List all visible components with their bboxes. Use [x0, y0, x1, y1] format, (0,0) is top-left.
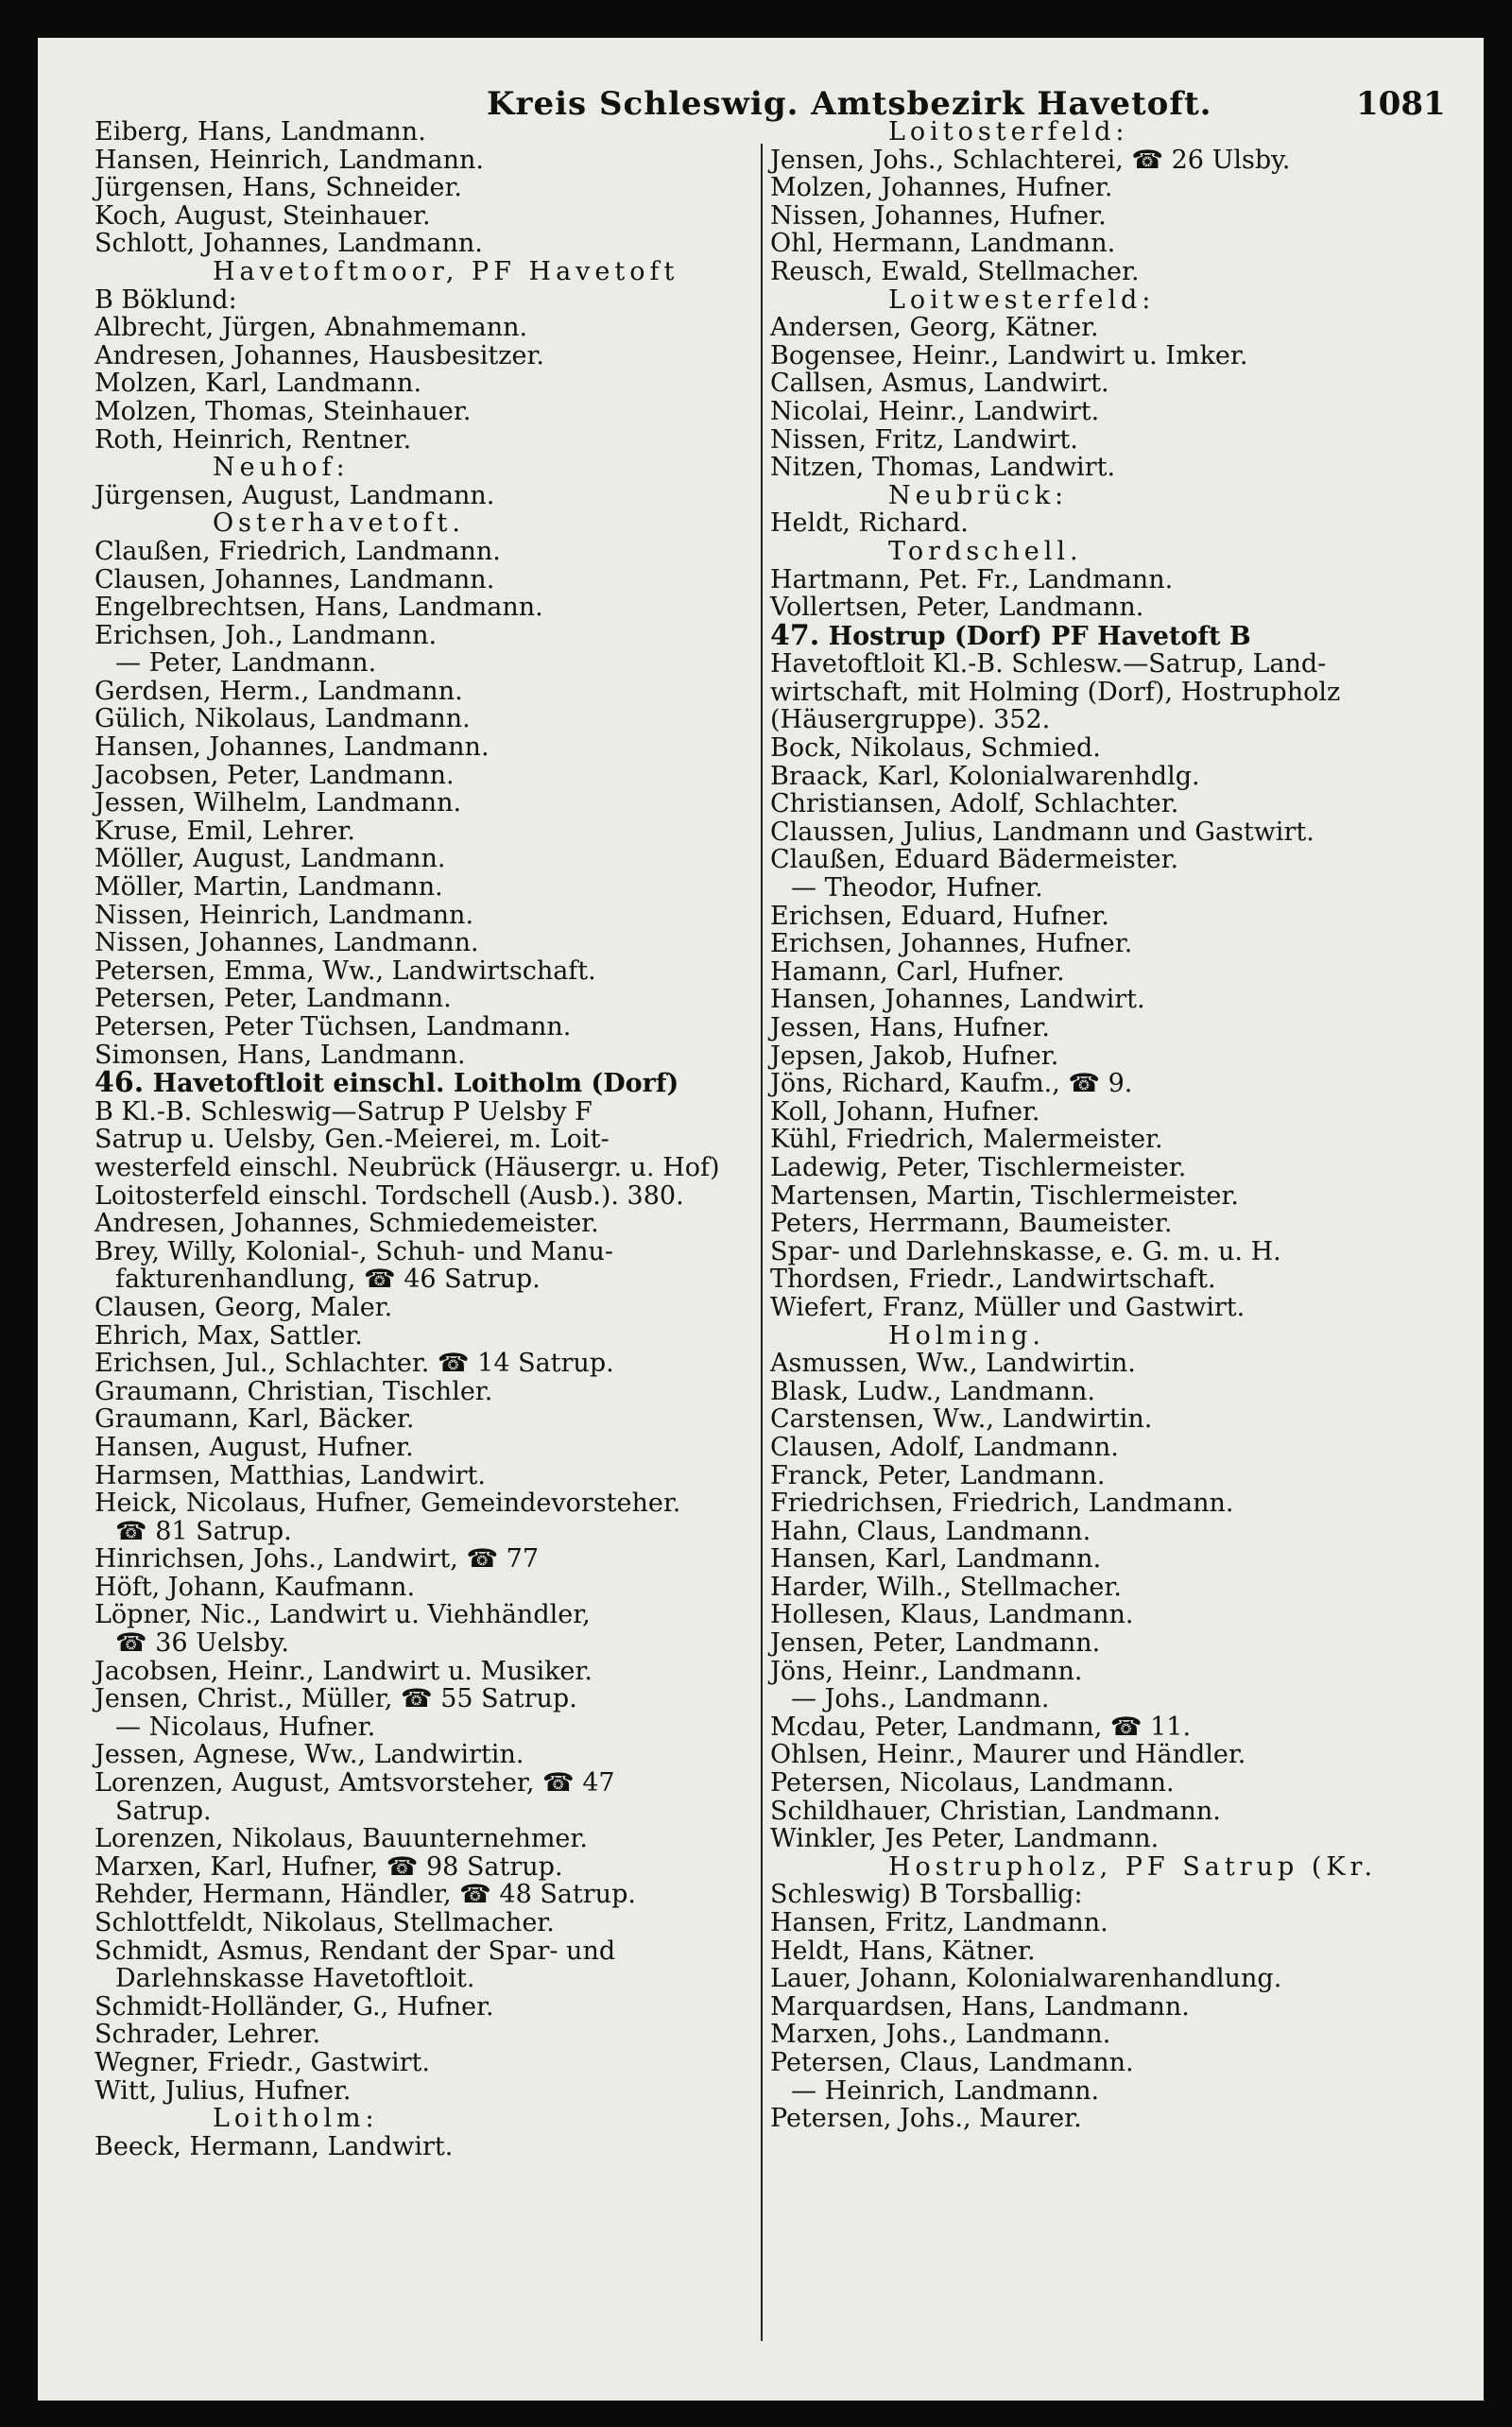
- directory-line: Wiefert, Franz, Müller und Gastwirt.: [770, 1292, 1246, 1322]
- directory-line: Nitzen, Thomas, Landwirt.: [770, 453, 1116, 483]
- directory-line: Hollesen, Klaus, Landmann.: [770, 1600, 1134, 1630]
- directory-line: Hartmann, Pet. Fr., Landmann.: [770, 564, 1174, 594]
- directory-line: Martensen, Martin, Tischlermeister.: [770, 1180, 1239, 1211]
- directory-line: Jürgensen, Hans, Schneider.: [94, 173, 463, 203]
- directory-line: Brey, Willy, Kolonial-, Schuh- und Manu-: [94, 1236, 613, 1266]
- directory-line: Franck, Peter, Landmann.: [770, 1460, 1106, 1490]
- directory-line: Schlott, Johannes, Landmann.: [94, 229, 483, 259]
- directory-line: — Heinrich, Landmann.: [791, 2075, 1100, 2106]
- directory-line: Carstensen, Ww., Landwirtin.: [770, 1404, 1153, 1435]
- running-title: Kreis Schleswig. Amtsbezirk Havetoft.: [487, 85, 1212, 123]
- section-number: 47.: [770, 618, 820, 652]
- directory-line: wirtschaft, mit Holming (Dorf), Hostrupholz: [770, 677, 1341, 707]
- directory-line: Schlottfeldt, Nikolaus, Stellmacher.: [94, 1908, 555, 1937]
- directory-line: Jacobsen, Heinr., Landwirt u. Musiker.: [94, 1656, 593, 1686]
- locality-heading: Hostrupholz, PF Satrup (Kr.: [888, 1851, 1378, 1882]
- directory-line: Jacobsen, Peter, Landmann.: [94, 760, 455, 790]
- directory-line: Molzen, Thomas, Steinhauer.: [94, 396, 472, 426]
- directory-line: Roth, Heinrich, Rentner.: [94, 424, 412, 455]
- directory-line: Nissen, Fritz, Landwirt.: [770, 424, 1078, 455]
- directory-line: B Böklund:: [94, 284, 237, 315]
- directory-line: Marxen, Karl, Hufner, ☎ 98 Satrup.: [94, 1851, 563, 1882]
- directory-line: Hamann, Carl, Hufner.: [770, 956, 1065, 987]
- section-heading: [94, 1066, 756, 1100]
- locality-heading: Loitwesterfeld:: [888, 284, 1156, 315]
- directory-line: Jürgensen, August, Landmann.: [94, 480, 495, 510]
- directory-line: Graumann, Karl, Bäcker.: [94, 1404, 415, 1435]
- directory-line: Clausen, Johannes, Landmann.: [94, 564, 495, 594]
- directory-line: Petersen, Johs., Maurer.: [770, 2104, 1082, 2134]
- directory-line: Lauer, Johann, Kolonialwarenhandlung.: [770, 1964, 1282, 1994]
- directory-line: ☎ 81 Satrup.: [115, 1516, 292, 1546]
- directory-line: Heick, Nicolaus, Hufner, Gemeindevorsteher.: [94, 1489, 681, 1519]
- directory-line: Claussen, Julius, Landmann und Gastwirt.: [770, 817, 1314, 847]
- directory-line: Marxen, Johs., Landmann.: [770, 2020, 1111, 2050]
- directory-line: Havetoftloit Kl.-B. Schlesw.—Satrup, Land-: [770, 649, 1327, 680]
- directory-line: Hansen, August, Hufner.: [94, 1432, 414, 1462]
- directory-line: (Häusergruppe). 352.: [770, 705, 1051, 735]
- directory-line: Andersen, Georg, Kätner.: [770, 313, 1099, 343]
- directory-line: Vollertsen, Peter, Landmann.: [770, 593, 1144, 623]
- directory-line: Petersen, Emma, Ww., Landwirtschaft.: [94, 955, 596, 986]
- directory-line: Hansen, Karl, Landmann.: [770, 1544, 1102, 1575]
- locality-heading: Neuhof:: [213, 453, 350, 483]
- directory-line: Molzen, Johannes, Hufner.: [770, 173, 1113, 203]
- directory-line: Kühl, Friedrich, Malermeister.: [770, 1125, 1163, 1155]
- directory-line: Kruse, Emil, Lehrer.: [94, 816, 355, 846]
- locality-heading: Neubrück:: [888, 480, 1069, 510]
- directory-line: Hansen, Johannes, Landwirt.: [770, 985, 1145, 1015]
- directory-line: Clausen, Georg, Maler.: [94, 1292, 393, 1322]
- directory-line: — Theodor, Hufner.: [791, 873, 1043, 904]
- directory-line: Winkler, Jes Peter, Landmann.: [770, 1824, 1160, 1854]
- directory-line: Callsen, Asmus, Landwirt.: [770, 369, 1109, 399]
- directory-line: Jessen, Hans, Hufner.: [770, 1013, 1050, 1042]
- directory-line: Claußen, Eduard Bädermeister.: [770, 845, 1179, 875]
- section-number: 46.: [94, 1066, 145, 1100]
- locality-heading: Holming.: [888, 1320, 1045, 1351]
- directory-line: Friedrichsen, Friedrich, Landmann.: [770, 1489, 1234, 1519]
- directory-line: Jensen, Johs., Schlachterei, ☎ 26 Ulsby.: [770, 145, 1291, 175]
- directory-line: Jensen, Peter, Landmann.: [770, 1628, 1101, 1659]
- directory-line: Nissen, Johannes, Landmann.: [94, 928, 479, 958]
- directory-line: Andresen, Johannes, Hausbesitzer.: [94, 340, 545, 370]
- directory-line: Spar- und Darlehnskasse, e. G. m. u. H.: [770, 1236, 1281, 1266]
- directory-line: Heldt, Richard.: [770, 508, 969, 539]
- directory-line: Schmidt, Asmus, Rendant der Spar- und: [94, 1936, 616, 1966]
- directory-line: Satrup.: [115, 1796, 212, 1826]
- section-heading: [770, 618, 1422, 652]
- directory-line: Erichsen, Jul., Schlachter. ☎ 14 Satrup.: [94, 1349, 614, 1379]
- directory-line: Gerdsen, Herm., Landmann.: [94, 676, 463, 706]
- directory-line: Bock, Nikolaus, Schmied.: [770, 733, 1101, 764]
- directory-line: Erichsen, Eduard, Hufner.: [770, 901, 1109, 931]
- directory-line: Engelbrechtsen, Hans, Landmann.: [94, 593, 543, 623]
- directory-line: B Kl.-B. Schleswig—Satrup P Uelsby F: [94, 1096, 593, 1127]
- directory-line: Koch, August, Steinhauer.: [94, 200, 431, 231]
- directory-line: Clausen, Adolf, Landmann.: [770, 1432, 1119, 1462]
- section-title: Havetoftloit einschl. Loitholm (Dorf): [144, 1069, 679, 1099]
- directory-line: Blask, Ludw., Landmann.: [770, 1376, 1095, 1406]
- directory-line: — Johs., Landmann.: [791, 1684, 1050, 1714]
- directory-line: Nissen, Johannes, Hufner.: [770, 200, 1107, 231]
- directory-line: Erichsen, Johannes, Hufner.: [770, 929, 1133, 959]
- directory-line: Braack, Karl, Kolonialwarenhdlg.: [770, 761, 1200, 791]
- directory-line: Erichsen, Joh., Landmann.: [94, 620, 438, 650]
- page-number: 1081: [1356, 85, 1446, 123]
- directory-line: Darlehnskasse Havetoftloit.: [115, 1964, 475, 1994]
- directory-line: Asmussen, Ww., Landwirtin.: [770, 1349, 1136, 1379]
- locality-heading: Tordschell.: [888, 536, 1083, 566]
- directory-line: Loitosterfeld einschl. Tordschell (Ausb.). 380.: [94, 1180, 684, 1211]
- directory-line: Petersen, Peter Tüchsen, Landmann.: [94, 1012, 572, 1041]
- directory-line: Hahn, Claus, Landmann.: [770, 1516, 1091, 1546]
- directory-line: westerfeld einschl. Neubrück (Häusergr. u. Hof): [94, 1152, 720, 1182]
- directory-line: Claußen, Friedrich, Landmann.: [94, 536, 501, 566]
- directory-line: Rehder, Hermann, Händler, ☎ 48 Satrup.: [94, 1880, 636, 1910]
- directory-line: Hinrichsen, Johs., Landwirt, ☎ 77: [94, 1544, 540, 1575]
- directory-line: Christiansen, Adolf, Schlachter.: [770, 789, 1179, 819]
- directory-line: Nicolai, Heinr., Landwirt.: [770, 396, 1100, 426]
- directory-line: Jessen, Wilhelm, Landmann.: [94, 788, 462, 818]
- directory-line: Harmsen, Matthias, Landwirt.: [94, 1460, 486, 1490]
- directory-line: Andresen, Johannes, Schmiedemeister.: [94, 1209, 599, 1239]
- locality-heading: Loitholm:: [213, 2104, 379, 2134]
- directory-line: Petersen, Nicolaus, Landmann.: [770, 1768, 1175, 1799]
- directory-line: Jepsen, Jakob, Hufner.: [770, 1041, 1059, 1071]
- directory-line: Hansen, Johannes, Landmann.: [94, 732, 490, 763]
- directory-line: Peters, Herrmann, Baumeister.: [770, 1209, 1173, 1239]
- directory-line: Simonsen, Hans, Landmann.: [94, 1040, 466, 1070]
- directory-line: Ohlsen, Heinr., Maurer und Händler.: [770, 1740, 1246, 1770]
- directory-line: Jensen, Christ., Müller, ☎ 55 Satrup.: [94, 1684, 577, 1714]
- directory-line: Thordsen, Friedr., Landwirtschaft.: [770, 1265, 1216, 1295]
- locality-heading: Havetoftmoor, PF Havetoft: [213, 256, 679, 286]
- directory-line: Marquardsen, Hans, Landmann.: [770, 1991, 1190, 2022]
- directory-line: Mcdau, Peter, Landmann, ☎ 11.: [770, 1712, 1192, 1742]
- directory-line: Ohl, Hermann, Landmann.: [770, 229, 1116, 259]
- directory-line: Lorenzen, Nikolaus, Bauunternehmer.: [94, 1824, 588, 1854]
- directory-line: Möller, Martin, Landmann.: [94, 872, 443, 903]
- directory-line: Höft, Johann, Kaufmann.: [94, 1572, 416, 1602]
- directory-line: Nissen, Heinrich, Landmann.: [94, 900, 474, 930]
- directory-line: Witt, Julius, Hufner.: [94, 2075, 352, 2106]
- directory-line: Lorenzen, August, Amtsvorsteher, ☎ 47: [94, 1768, 615, 1799]
- directory-line: Schrader, Lehrer.: [94, 2020, 321, 2050]
- directory-line: Hansen, Heinrich, Landmann.: [94, 145, 484, 175]
- directory-line: Hansen, Fritz, Landmann.: [770, 1908, 1108, 1937]
- directory-line: Schildhauer, Christian, Landmann.: [770, 1796, 1221, 1826]
- directory-line: Graumann, Christian, Tischler.: [94, 1376, 493, 1406]
- directory-line: Ehrich, Max, Sattler.: [94, 1320, 363, 1351]
- directory-line: fakturenhandlung, ☎ 46 Satrup.: [115, 1265, 541, 1295]
- directory-line: Reusch, Ewald, Stellmacher.: [770, 256, 1140, 286]
- directory-line: Möller, August, Landmann.: [94, 844, 446, 874]
- directory-line: Harder, Wilh., Stellmacher.: [770, 1572, 1122, 1602]
- directory-line: — Peter, Landmann.: [115, 648, 377, 679]
- directory-line: Satrup u. Uelsby, Gen.-Meierei, m. Loit-: [94, 1125, 610, 1155]
- column-divider: [761, 144, 763, 2341]
- directory-line: Petersen, Claus, Landmann.: [770, 2047, 1134, 2077]
- directory-line: Jessen, Agnese, Ww., Landwirtin.: [94, 1740, 524, 1770]
- section-title: Hostrup (Dorf) PF Havetoft B: [819, 621, 1251, 651]
- directory-line: Molzen, Karl, Landmann.: [94, 369, 422, 399]
- locality-heading: Osterhavetoft.: [213, 508, 465, 539]
- directory-line: Petersen, Peter, Landmann.: [94, 984, 452, 1014]
- directory-line: Löpner, Nic., Landwirt u. Viehhändler,: [94, 1600, 591, 1630]
- locality-heading: Loitosterfeld:: [888, 117, 1129, 146]
- left-column: [94, 118, 756, 2160]
- directory-line: Wegner, Friedr., Gastwirt.: [94, 2047, 430, 2077]
- directory-page: [38, 38, 1484, 2401]
- directory-line: Schmidt-Holländer, G., Hufner.: [94, 1991, 494, 2022]
- directory-line: Jöns, Richard, Kaufm., ☎ 9.: [770, 1069, 1133, 1099]
- directory-line: Koll, Johann, Hufner.: [770, 1096, 1040, 1127]
- directory-line: Schleswig) B Torsballig:: [770, 1880, 1083, 1910]
- directory-line: Eiberg, Hans, Landmann.: [94, 117, 426, 146]
- directory-line: Beeck, Hermann, Landwirt.: [94, 2131, 454, 2161]
- directory-line: Gülich, Nikolaus, Landmann.: [94, 704, 471, 734]
- directory-line: — Nicolaus, Hufner.: [115, 1712, 376, 1742]
- directory-line: Ladewig, Peter, Tischlermeister.: [770, 1152, 1187, 1182]
- directory-line: ☎ 36 Uelsby.: [115, 1628, 289, 1659]
- directory-line: Heldt, Hans, Kätner.: [770, 1936, 1036, 1966]
- directory-line: Bogensee, Heinr., Landwirt u. Imker.: [770, 340, 1248, 370]
- directory-line: Albrecht, Jürgen, Abnahmemann.: [94, 313, 528, 343]
- right-column: [770, 118, 1422, 2133]
- directory-line: Jöns, Heinr., Landmann.: [770, 1656, 1083, 1686]
